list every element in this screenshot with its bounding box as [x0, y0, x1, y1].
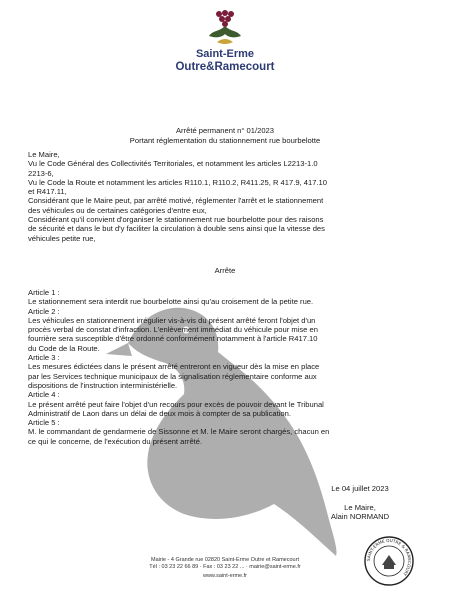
signature-role: Le Maire,: [344, 503, 376, 512]
articles: [28, 288, 423, 446]
signature-date: Le 04 juillet 2023: [331, 484, 389, 493]
preamble-line: Considérant qu'il convient d'organiser le stationnement rue bourbelotte pour des raisons: [28, 215, 324, 225]
article-line: Les véhicules en stationnement irrégulier vis-à-vis du présent arrêté feront l'objet d'un: [28, 315, 316, 325]
article-line: M. le commandant de gendarmerie de Sissonne et M. le Maire seront chargés, chacun en: [28, 427, 330, 437]
preamble-line: Le Maire,: [28, 150, 60, 159]
footer-address: Mairie - 4 Grande rue 02820 Saint-Erme Outre et Ramecourt: [151, 557, 299, 563]
decree-title: Arrêté permanent n° 01/2023: [175, 126, 275, 135]
preamble-line: véhicules petite rue,: [28, 233, 96, 243]
article-line: Article 5 :: [28, 418, 60, 428]
article-line: Le présent arrêté peut faire l'objet d'un recours pour excès de pouvoir devant le Tribunal: [28, 399, 324, 409]
preamble: [28, 150, 423, 243]
preamble-line: 2213-6,: [28, 168, 54, 178]
footer-website-link[interactable]: www.saint-erme.fr: [202, 573, 247, 579]
footer-contact: Tél : 03 23 22 66 89 · Fax : 03 23 22 ... · mairie@saint-erme.fr: [149, 564, 301, 570]
article-line: fourrière sera susceptible d'être ordonné conformément notamment à l'article R417.10: [28, 334, 318, 344]
article-line: du Code de la Route.: [28, 343, 100, 353]
preamble-line: Vu le Code Général des Collectivités Territoriales, et notamment les articles L2213-1.0: [28, 159, 318, 169]
preamble-line: Vu le Code la Route et notamment les articles R110.1, R110.2, R411.25, R 417.9, 417.10: [28, 177, 328, 187]
logo-town-name: Saint-Erme: [195, 48, 255, 60]
article-line: Article 4 :: [28, 390, 60, 400]
article-line: procès verbal de constat d'infraction. L'enlèvement immédiat du véhicule pour mise en: [28, 325, 318, 335]
article-line: par les Services technique municipaux de la signalisation réglementaire conforme aux: [28, 371, 317, 381]
preamble-line: des véhicules ou de certaines catégories d'entre eux,: [28, 205, 207, 215]
preamble-line: Considérant que le Maire peut, par arrêté motivé, réglementer l'arrêt et le stationnement: [28, 196, 324, 206]
article-line: Le stationnement sera interdit rue bourbelotte ainsi qu'au croisement de la petite rue.: [28, 297, 314, 307]
signature-name: Alain NORMAND: [330, 512, 390, 522]
stamp-text: SAINT-ERME OUTRE & RAMECOURT: [365, 537, 413, 577]
preamble-line: et R417.11,: [28, 187, 67, 197]
article-line: Article 2 :: [28, 306, 60, 316]
footer: [0, 557, 450, 580]
preamble-line: de sécurité et dans le but d'y faciliter la circulation à double sens ainsi que la vitesse des: [28, 224, 325, 234]
signature-block: [300, 503, 420, 522]
decree-subtitle: Portant réglementation du stationnement rue bourbelotte: [129, 136, 321, 145]
article-line: Les mesures édictées dans le présent arrêté entreront en vigueur dès la mise en place: [28, 362, 320, 372]
article-line: Article 3 :: [28, 353, 60, 363]
article-line: Administratif de Laon dans un délai de deux mois à compter de sa publication.: [28, 408, 291, 418]
article-line: dispositions de l'instruction interministérielle.: [28, 380, 178, 390]
article-line: ce qui le concerne, de l'exécution du présent arrêté.: [28, 436, 203, 446]
article-line: Article 1 :: [28, 288, 60, 297]
logo-town-subname: Outre&Ramecourt: [175, 61, 275, 73]
arrete-heading: Arrête: [214, 266, 236, 275]
